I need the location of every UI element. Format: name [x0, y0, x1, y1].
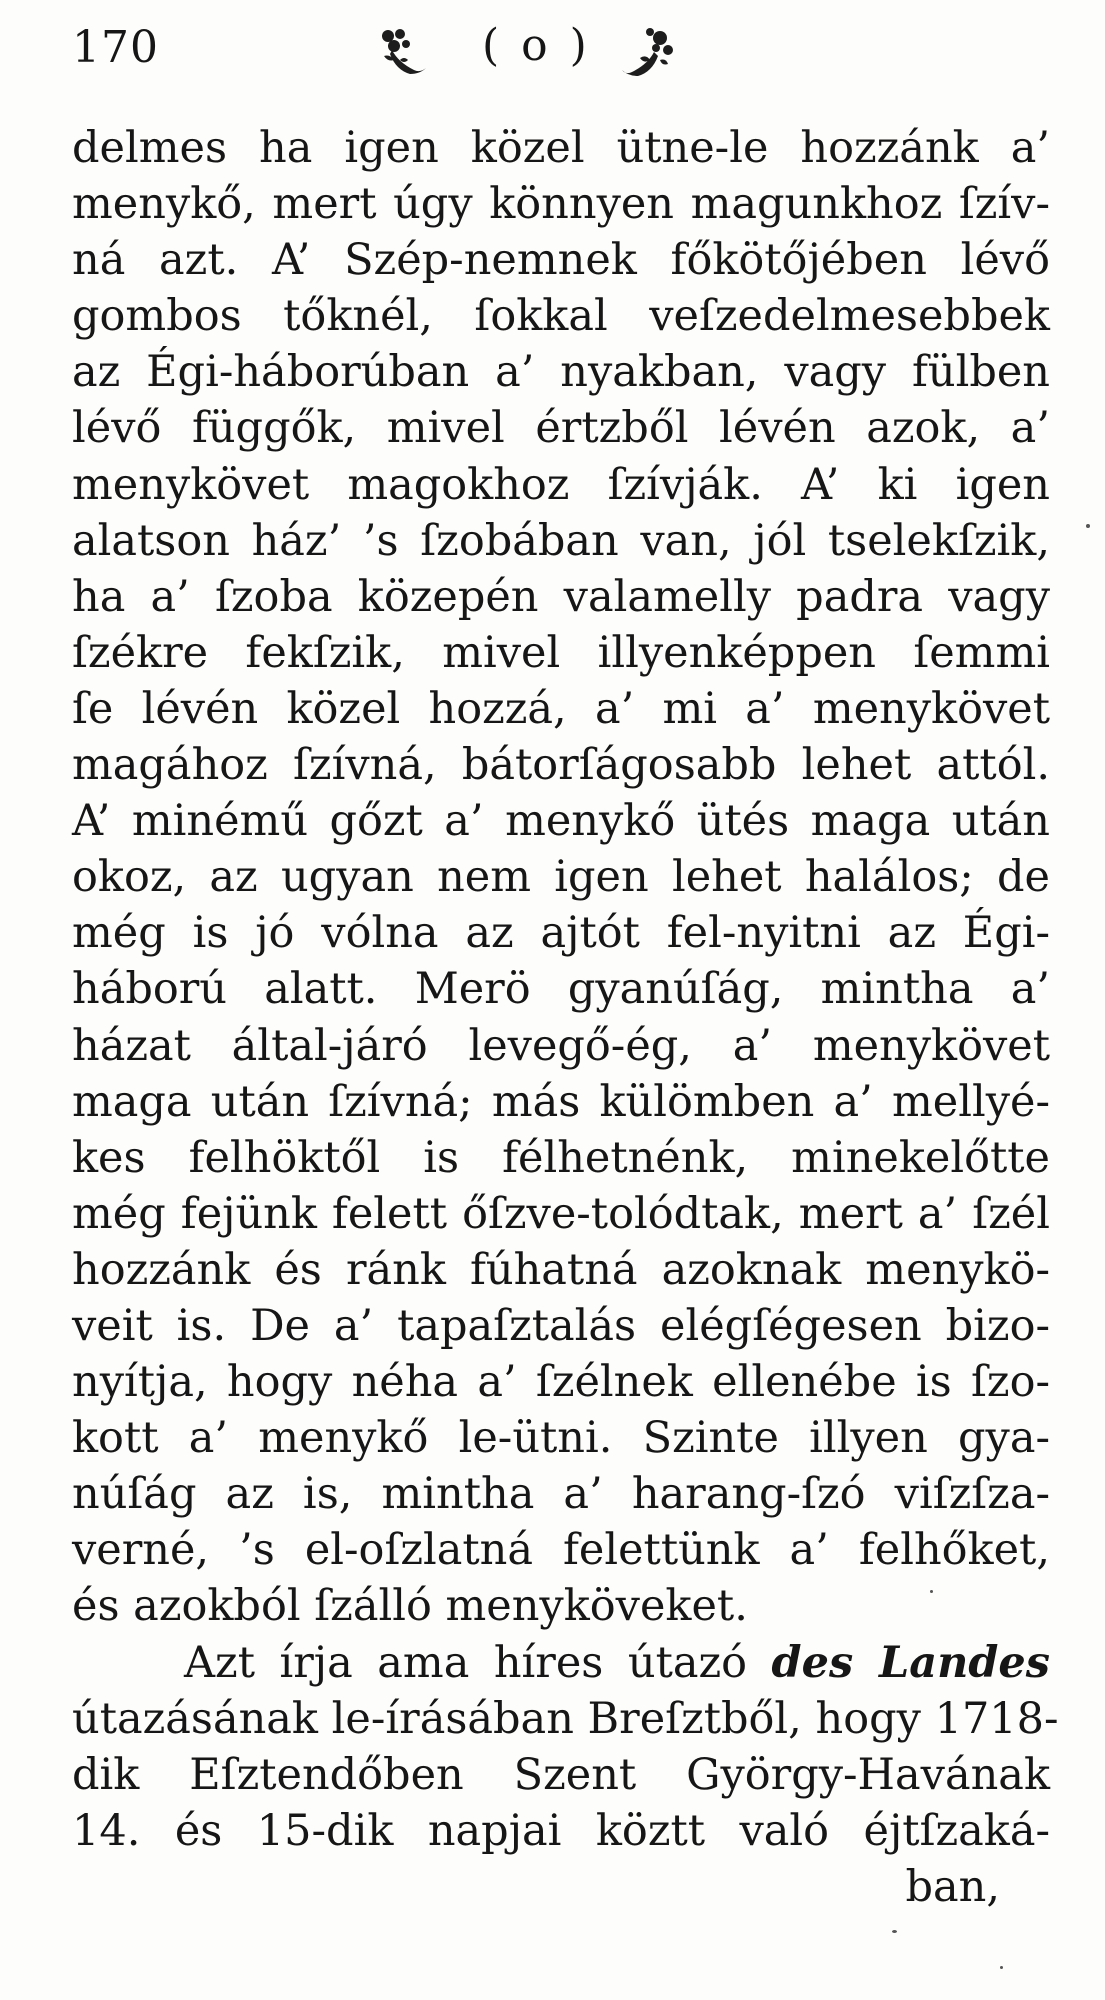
paper-speck	[892, 1930, 897, 1933]
text-line: útazásának le-írásában Breſztből, hogy 1718-	[72, 1693, 1059, 1744]
text-line: 14. és 15-dik napjai köztt való éjtſzaká-	[72, 1805, 1050, 1856]
text-line: menykövet magokhoz ſzívják. A’ ki igen	[72, 459, 1050, 510]
catchword: ban,	[905, 1861, 1000, 1912]
text-line: delmes ha igen közel ütne-le hozzánk a’	[72, 123, 1050, 173]
text-line: hozzánk és ránk fúhatná azoknak menykö-	[72, 1244, 1050, 1295]
header-mark: ( o )	[482, 20, 591, 71]
text-line: ná azt. A’ Szép-nemnek főkötőjében lévő	[72, 235, 1050, 286]
page-header	[72, 22, 832, 92]
page-number: 170	[72, 22, 159, 73]
text-line: maga után ſzívná; más külömben a’ mellyé-	[72, 1076, 1050, 1127]
text-line: okoz, az ugyan nem igen lehet halálos; de	[72, 852, 1050, 903]
text-line: menykő, mert úgy könnyen magunkhoz ſzív-	[72, 179, 1050, 230]
body-text	[72, 120, 1059, 1915]
text-line: az Égi-háborúban a’ nyakban, vagy fülben	[72, 347, 1050, 398]
text-fragment: Azt írja ama híres útazó	[184, 1637, 748, 1688]
paper-speck	[1086, 524, 1090, 528]
text-line: magához ſzívná, bátorſágosabb lehet attól.	[72, 740, 1050, 791]
text-line: gombos tőknél, ſokkal veſzedelmesebbek	[72, 291, 1050, 342]
text-line: veit is. De a’ tapaſztalás elégſégesen bizo-	[72, 1300, 1050, 1351]
text-line: ha a’ ſzoba közepén valamelly padra vagy	[72, 571, 1050, 622]
text-line: házat által-járó levegő-ég, a’ menykövet	[72, 1020, 1050, 1071]
flower-ornament-icon	[374, 26, 430, 80]
text-line: és azokból ſzálló menyköveket.	[72, 1581, 748, 1632]
paragraph-first-line	[72, 1635, 1050, 1691]
flower-ornament-icon	[620, 24, 678, 82]
text-line: núſág az is, mintha a’ harang-ſzó viſzſza-	[72, 1469, 1050, 1520]
text-line: még is jó vólna az ajtót fel-nyitni az Égi-	[72, 908, 1050, 959]
text-line: alatson ház’ ’s ſzobában van, jól tselekſzik,	[72, 515, 1050, 566]
paper-speck	[930, 1590, 933, 1593]
text-line: ſe lévén közel hozzá, a’ mi a’ menykövet	[72, 683, 1050, 734]
text-line: verné, ’s el-oſzlatná felettünk a’ felhőket,	[72, 1525, 1050, 1576]
text-line: nyítja, hogy néha a’ ſzélnek ellenébe is ſzo-	[72, 1357, 1050, 1408]
text-line: lévő függők, mivel értzből lévén azok, a’	[72, 403, 1050, 454]
text-line: ſzékre fekſzik, mivel illyenképpen ſemmi	[72, 627, 1050, 678]
text-line: kes felhöktől is félhetnénk, minekelőtte	[72, 1132, 1050, 1183]
text-line: dik Eſztendőben Szent György-Havának	[72, 1749, 1050, 1800]
text-line: A’ minémű gőzt a’ menykő ütés maga után	[72, 796, 1050, 847]
author-name: des Landes	[771, 1637, 1050, 1688]
text-line: még fejünk felett őſzve-tolódtak, mert a’ ſzél	[72, 1188, 1050, 1239]
text-line: háború alatt. Merö gyanúſág, mintha a’	[72, 964, 1050, 1015]
text-line: kott a’ menykő le-ütni. Szinte illyen gya-	[72, 1413, 1050, 1464]
paper-speck	[1000, 1966, 1003, 1969]
